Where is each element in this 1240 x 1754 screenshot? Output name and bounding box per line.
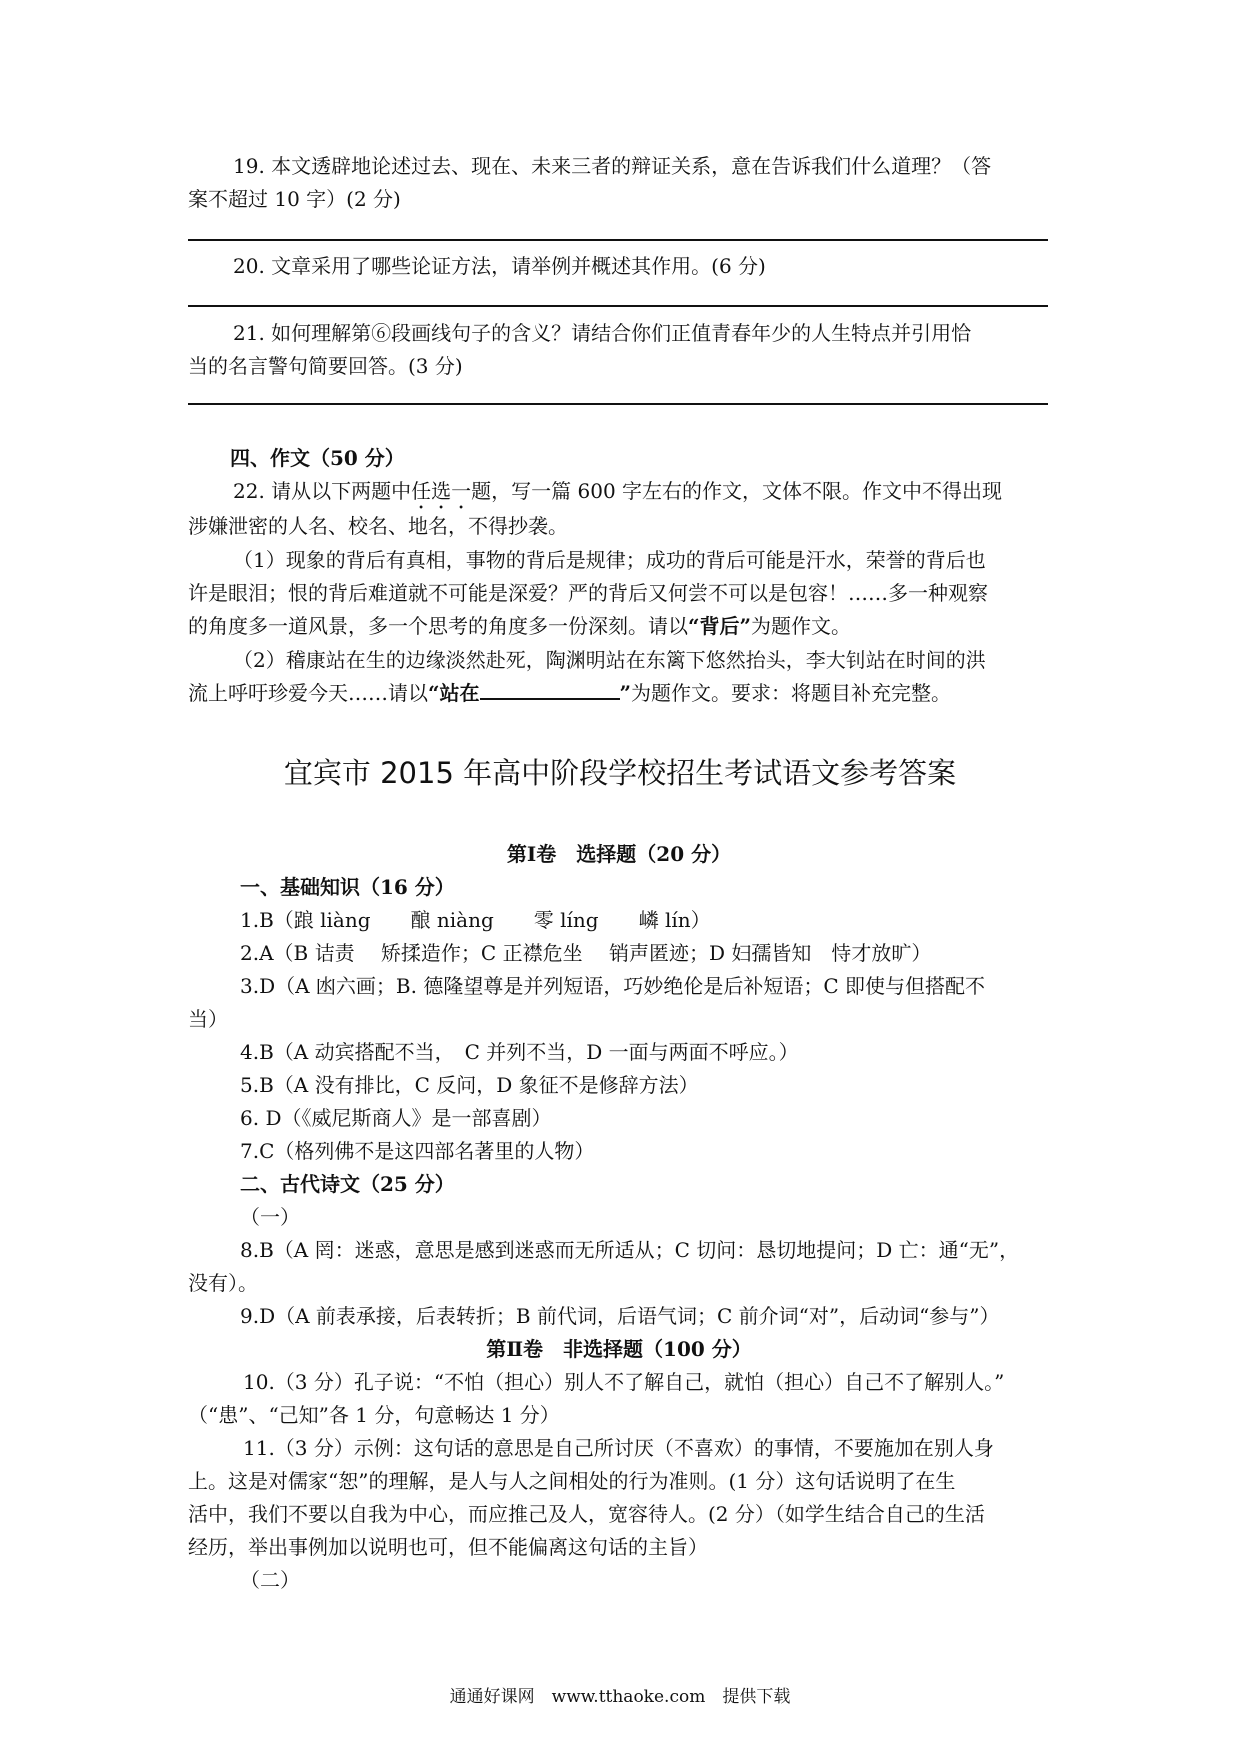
question-21-line-2: 当的名言警句简要回答。(3 分) [188, 354, 463, 378]
subsection-2: （二） [240, 1568, 300, 1592]
answer-line [188, 305, 1048, 307]
opt2-post: 为题作文。要求：将题目补充完整。 [631, 681, 952, 705]
answer-2: 2.A（B 诘责 矫揉造作；C 正襟危坐 销声匿迹；D 妇孺皆知 恃才放旷） [240, 941, 932, 965]
answer-11-line-3: 活中，我们不要以自我为中心，而应推己及人，宽容待人。(2 分）（如学生结合自己的生活 [188, 1502, 985, 1526]
opt1-title-bold: “背后” [688, 614, 752, 638]
answer-4: 4.B（A 动宾搭配不当， C 并列不当，D 一面与两面不呼应。） [240, 1040, 799, 1064]
fill-in-blank [480, 678, 620, 700]
answer-6: 6. D（《威尼斯商人》是一部喜剧） [240, 1106, 552, 1130]
answer-10-line-1: 10.（3 分）孔子说：“不怕（担心）别人不了解自己，就怕（担心）自己不了解别人。” [243, 1370, 1005, 1394]
section-1-heading: 一、基础知识（16 分） [240, 875, 455, 899]
answer-11-line-1: 11.（3 分）示例：这句话的意思是自己所讨厌（不喜欢）的事情，不要施加在别人身 [243, 1436, 994, 1460]
answer-8-line-2: 没有）。 [188, 1271, 258, 1295]
opt2-pre: 流上呼吁珍爱今天……请以 [188, 681, 428, 705]
essay-heading: 四、作文（50 分） [230, 446, 405, 470]
answer-3-line-2: 当） [188, 1007, 228, 1031]
question-21-line-1: 21. 如何理解第⑥段画线句子的含义？请结合你们正值青春年少的人生特点并引用恰 [233, 321, 972, 345]
opt2-title-bold: “站在 [428, 681, 480, 705]
section-2-heading: 二、古代诗文（25 分） [240, 1172, 455, 1196]
question-19-line-2: 案不超过 10 字）(2 分) [188, 187, 401, 211]
part-1-heading: 第Ⅰ卷 选择题（20 分） [506, 842, 732, 866]
footer-source: 通通好课网 www.tthaoke.com 提供下载 [449, 1687, 791, 1707]
opt1-pre: 的角度多一道风景，多一个思考的角度多一份深刻。请以 [188, 614, 688, 638]
question-22-line-2: 涉嫌泄密的人名、校名、地名，不得抄袭。 [188, 514, 568, 538]
answer-key-title: 宜宾市 2015 年高中阶段学校招生考试语文参考答案 [283, 756, 957, 790]
q22-pre: 22. 请从以下两题中 [233, 479, 412, 503]
opt2-title-close: ” [619, 681, 632, 705]
answer-11-line-2: 上。这是对儒家“恕”的理解，是人与人之间相处的行为准则。(1 分）这句话说明了在生 [188, 1469, 956, 1493]
answer-11-line-4: 经历，举出事例加以说明也可，但不能偏离这句话的主旨） [188, 1535, 708, 1559]
essay-option-1-line-3 [188, 610, 1050, 643]
answer-line [188, 239, 1048, 241]
answer-line [188, 403, 1048, 405]
opt1-post: 为题作文。 [751, 614, 852, 638]
question-19-line-1: 19. 本文透辟地论述过去、现在、未来三者的辩证关系，意在告诉我们什么道理？（答 [233, 154, 992, 178]
q22-emphasis: 任选一 [411, 479, 472, 503]
q22-post: 题，写一篇 600 字左右的作文，文体不限。作文中不得出现 [471, 479, 1003, 503]
answer-10-line-2: （“患”、“己知”各 1 分，句意畅达 1 分） [188, 1403, 560, 1427]
essay-option-2-line-1: （2）稽康站在生的边缘淡然赴死，陶渊明站在东篱下悠然抬头，李大钊站在时间的洪 [233, 648, 986, 672]
answer-8-line-1: 8.B（A 罔：迷惑，意思是感到迷惑而无所适从；C 切问：恳切地提问；D 亡：通“无”， [240, 1238, 1020, 1262]
question-20: 20. 文章采用了哪些论证方法，请举例并概述其作用。(6 分) [233, 254, 766, 278]
part-2-heading: 第Ⅱ卷 非选择题（100 分） [486, 1337, 752, 1361]
answer-9: 9.D（A 前表承接，后表转折；B 前代词，后语气词；C 前介词“对”，后动词“参与”） [240, 1304, 1000, 1328]
answer-5: 5.B（A 没有排比，C 反问，D 象征不是修辞方法） [240, 1073, 699, 1097]
answer-7: 7.C（格列佛不是这四部名著里的人物） [240, 1139, 595, 1163]
subsection-1: （一） [240, 1205, 300, 1229]
essay-option-2-line-2 [188, 677, 1050, 710]
answer-1: 1.B（踉 liàng 酿 niàng 零 líng 嶙 lín） [240, 908, 711, 932]
answer-3-line-1: 3.D（A 凼六画；B. 德隆望尊是并列短语，巧妙绝伦是后补短语；C 即使与但搭配不 [240, 974, 985, 998]
essay-option-1-line-1: （1）现象的背后有真相，事物的背后是规律；成功的背后可能是汗水，荣誉的背后也 [233, 548, 986, 572]
essay-option-1-line-2: 许是眼泪；恨的背后难道就不可能是深爱？严的背后又何尝不可以是包容！……多一种观察 [188, 581, 988, 605]
question-22-line-1 [188, 475, 1050, 514]
